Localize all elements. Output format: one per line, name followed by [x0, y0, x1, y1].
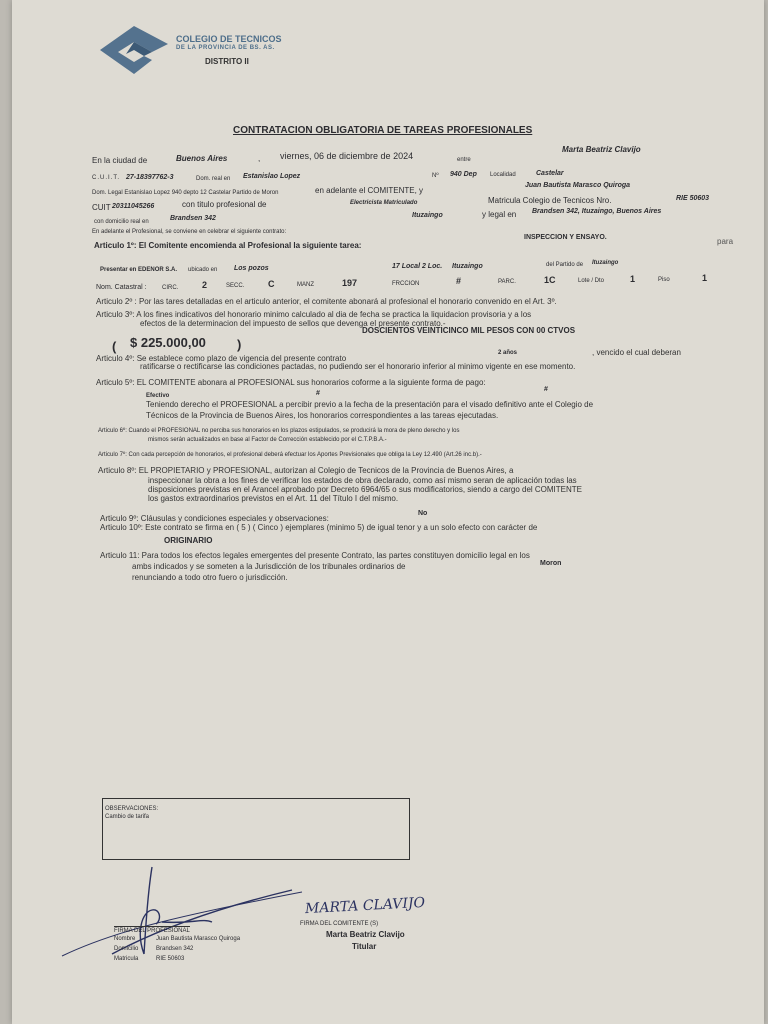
- articulo4-line1b: , vencido el cual deberan: [592, 348, 681, 357]
- firma-comitente-label: FIRMA DEL COMITENTE (S): [300, 921, 379, 927]
- adelante-comitente: en adelante el COMITENTE, y: [315, 186, 424, 195]
- cuit-label: C.U.I.T.: [92, 175, 121, 181]
- articulo5-hash: #: [316, 390, 320, 397]
- parc-label: PARC.: [498, 279, 516, 285]
- titulo-label: con titulo profesional de: [182, 200, 267, 209]
- lote-value: 1: [630, 274, 636, 284]
- articulo5-hash2: #: [544, 386, 548, 393]
- observaciones-label: OBSERVACIONES:: [105, 806, 159, 812]
- legal-value: Brandsen 342, Ituzaingo, Buenos Aires: [532, 208, 662, 215]
- date-value: viernes, 06 de diciembre de 2024: [280, 151, 414, 161]
- articulo11-line3: renunciando a todo otro fuero o jurisdicción.: [132, 573, 288, 582]
- amount-close-paren: ): [237, 337, 242, 352]
- logo-line1: COLEGIO DE TECNICOS: [176, 34, 282, 44]
- entre-label: entre: [457, 157, 471, 163]
- amount-words: DOSCIENTOS VEINTICINCO MIL PESOS CON 00 CTVOS: [362, 326, 576, 335]
- local-value: Ituzaingo: [452, 263, 483, 270]
- district-label: DISTRITO II: [205, 57, 249, 66]
- articulo2: Articulo 2º : Por las tares detalladas en el articulo anterior, el comitente abonará al profesional el honorario convenido en el Art. 3º.: [96, 297, 557, 306]
- lote-label: Lote / Dto: [578, 278, 605, 284]
- logo-line2: DE LA PROVINCIA DE BS. AS.: [176, 45, 275, 51]
- articulo11-court: Moron: [540, 560, 562, 567]
- secc-label: SECC.: [226, 283, 245, 289]
- contract-page: [12, 0, 764, 1024]
- domicilio-sig-label: Domicilio: [114, 946, 139, 952]
- dom-legal: Dom. Legal Estanislao Lopez 940 depto 12 Castelar Partido de Moron: [92, 190, 279, 196]
- localidad-value: Castelar: [536, 170, 564, 177]
- comitente-role: Titular: [352, 942, 377, 951]
- articulo5-line3: Técnicos de la Provincia de Buenos Aires, los honorarios correspondientes a las tareas ejecutadas.: [146, 411, 499, 420]
- nro-value: 940 Dep: [450, 171, 477, 178]
- ubicado-label: ubicado en: [188, 267, 218, 273]
- articulo9-value: No: [418, 510, 428, 517]
- domicilio-value: Brandsen 342: [170, 215, 216, 222]
- comitente-name: Marta Beatriz Clavijo: [562, 145, 641, 154]
- comitente-sig-name: Marta Beatriz Clavijo: [326, 930, 405, 939]
- comma: ,: [258, 154, 261, 163]
- cuit2-label: CUIT: [92, 203, 111, 212]
- nro-label: Nº: [432, 173, 439, 179]
- amount-open-paren: (: [112, 339, 117, 354]
- piso-label: Piso: [658, 277, 670, 283]
- articulo8-line4: los gastos extraordinarios previstos en el Art. 11 del Título I del mismo.: [148, 494, 399, 503]
- articulo8-line3: disposiciones previstas en el Arancel aprobado por Decreto 6964/65 o sus modificatorios, siendo a cargo del COMITENTE: [148, 485, 583, 494]
- articulo5-line2: Teniendo derecho el PROFESIONAL a percibir previo a la fecha de la presentación para el visado definitivo ante el Colegio de: [146, 400, 594, 409]
- articulo6-line1: Articulo 6º: Cuando el PROFESIONAL no perciba sus honorarios en los plazos estipulados, se producirá la mora de pleno derecho y los: [98, 428, 460, 434]
- para-label: para: [717, 237, 734, 246]
- matricula-sig-value: RIE 50603: [156, 956, 185, 962]
- nombre-value: Juan Bautista Marasco Quiroga: [156, 936, 241, 942]
- dom-real-value: Estanislao Lopez: [243, 173, 301, 180]
- articulo1-label: Articulo 1º: El Comitente encomienda al Profesional la siguiente tarea:: [94, 241, 362, 250]
- articulo4-line1: Articulo 4º: Se establece como plazo de vigencia del presente contrato: [96, 354, 347, 363]
- domicilio-sig-value: Brandsen 342: [156, 946, 194, 952]
- partido-value: Ituzaingo: [592, 260, 619, 266]
- circ-label: CIRC.: [162, 285, 179, 291]
- comitente-signature: MARTA CLAVIJO: [304, 894, 426, 918]
- adelante-profesional: En adelante el Profesional, se conviene en celebrar el siguiente contrato:: [92, 229, 287, 235]
- observaciones-box: [102, 798, 410, 860]
- observaciones-value: Cambio de tarifa: [105, 814, 150, 820]
- articulo8-line1: Articulo 8º: EL PROPIETARIO y PROFESIONAL, autorizan al Colegio de Tecnicos de la Provincia de Buenos Aires, a: [98, 466, 514, 475]
- localidad-label: Localidad: [490, 172, 516, 178]
- college-logo-icon: [96, 22, 172, 78]
- city-value: Buenos Aires: [176, 154, 228, 163]
- en-la-ciudad-label: En la ciudad de: [92, 156, 148, 165]
- cuit-value: 27-18397762-3: [126, 174, 174, 181]
- articulo10: Articulo 10º: Este contrato se firma en ( 5 ) ( Cinco ) ejemplares (minimo 5) de igual tenor y a un solo efecto con carácter de: [100, 523, 538, 532]
- articulo9: Articulo 9º: Cláusulas y condiciones especiales y observaciones:: [100, 514, 329, 523]
- profesional-name: Juan Bautista Marasco Quiroga: [525, 182, 631, 189]
- matricula-value: RIE 50603: [676, 195, 710, 202]
- ituzaingo-value: Ituzaingo: [412, 212, 443, 219]
- partido-label: del Partido de: [546, 262, 584, 268]
- ubicado-value: Los pozos: [234, 265, 269, 272]
- articulo3-line2: efectos de la determinacion del impuesto de sellos que devenga el presente contrato.-: [140, 319, 446, 328]
- secc-value: C: [268, 279, 275, 289]
- articulo6-line2: mismos serán actualizados en base al Factor de Corrección establecido por el C.T.P.B.A.-: [148, 437, 387, 443]
- articulo4-line2: ratificarse o rectificarse las condiciones pactadas, no pudiendo ser el honorario inferior al minimo vigente en ese momento.: [140, 362, 576, 371]
- fraccion-label: FRCCION: [392, 281, 420, 287]
- local-label: 17 Local 2 Loc.: [392, 263, 443, 270]
- piso-value: 1: [702, 273, 708, 283]
- articulo11-line1: Articulo 11: Para todos los efectos legales emergentes del presente Contrato, las partes constituyen domicilio legal en los: [100, 551, 530, 560]
- presentar-label: Presentar en EDENOR S.A.: [100, 267, 178, 273]
- parc-value: 1C: [544, 275, 556, 285]
- articulo5-efectivo: Efectivo: [146, 393, 170, 399]
- matricula-sig-label: Matricula: [114, 956, 139, 962]
- amount-value: $ 225.000,00: [130, 335, 206, 350]
- dom-real-label: Dom. real en: [196, 176, 231, 182]
- articulo11-line2: ambs indicados y se someten a la Jurisdicción de los tribunales ordinarios de: [132, 562, 406, 571]
- document-title: CONTRATACION OBLIGATORIA DE TAREAS PROFESIONALES: [233, 125, 533, 136]
- articulo7: Articulo 7º: Con cada percepción de honorarios, el profesional deberá efectuar los Aportes Previsionales que obliga la Ley 12.490 (Art.26 inc.b).-: [98, 452, 482, 458]
- articulo5-line1: Articulo 5º: EL COMITENTE abonara al PROFESIONAL sus honorarios coforme a la siguiente forma de pago:: [96, 378, 486, 387]
- nom-catastral-label: Nom. Catastral :: [96, 284, 147, 291]
- articulo3-line1: Articulo 3º: A los fines indicativos del honorario minimo calculado al dia de fecha se practica la liquidacion provisoria y a los: [96, 310, 532, 319]
- articulo10-value: ORIGINARIO: [164, 536, 213, 545]
- circ-value: 2: [202, 280, 208, 290]
- cuit2-value: 20311045266: [112, 203, 155, 210]
- manz-value: 197: [342, 278, 358, 288]
- manz-label: MANZ: [297, 282, 314, 288]
- firma-profesional-label: FIRMA DEL PROFESIONAL: [114, 928, 190, 934]
- nombre-label: Nombre: [114, 936, 136, 942]
- articulo4-plazo: 2 años: [498, 350, 518, 356]
- fraccion-value: #: [456, 276, 462, 286]
- articulo8-line2: inspeccionar la obra a los fines de verificar los estados de obra declarado, como así mismo seran de aplicación todas las: [148, 476, 577, 485]
- titulo-value: Electricista Matriculado: [350, 200, 418, 206]
- domicilio-label: con domicilio real en: [94, 219, 149, 225]
- articulo1-task: INSPECCION Y ENSAYO.: [524, 234, 607, 241]
- matricula-label: Matricula Colegio de Tecnicos Nro.: [488, 196, 612, 205]
- legal-en-label: y legal en: [482, 210, 517, 219]
